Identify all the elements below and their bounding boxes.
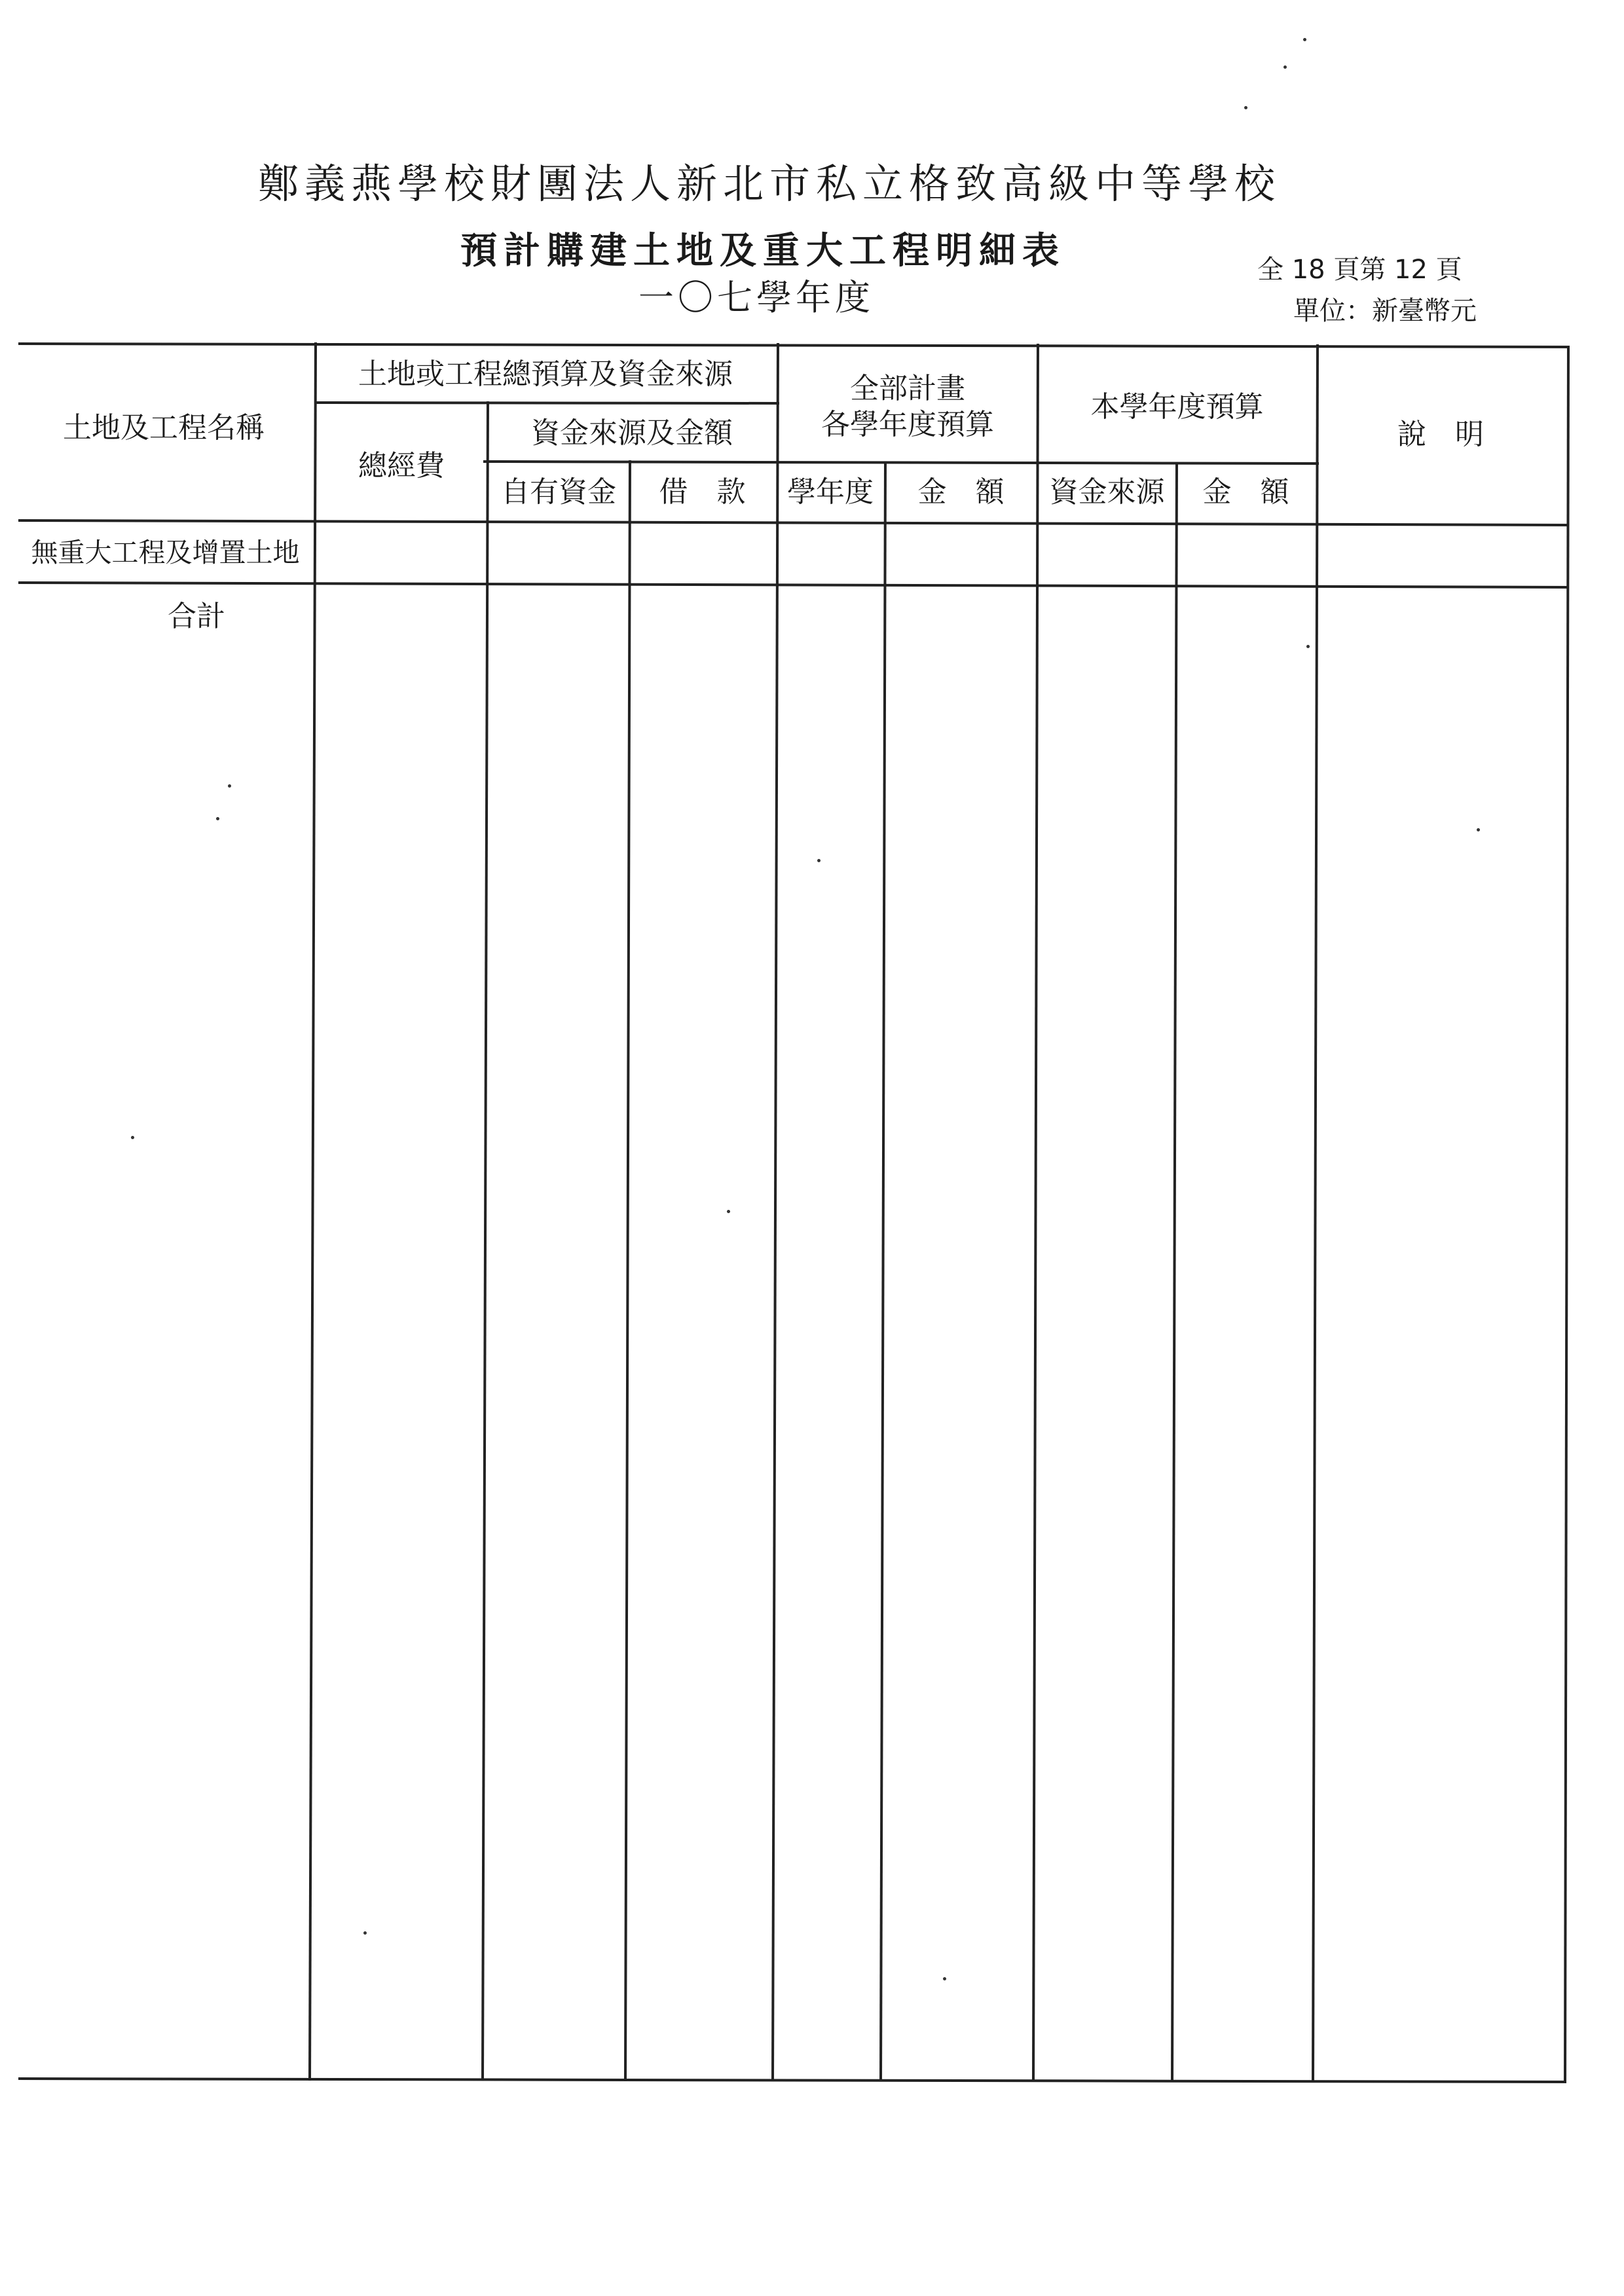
column-header-current-amount: 金 額 bbox=[1202, 475, 1289, 509]
school-year: 一〇七學年度 bbox=[638, 277, 874, 318]
scan-speck bbox=[1306, 645, 1310, 648]
column-header-current-source: 資金來源 bbox=[1049, 475, 1165, 509]
column-header-plan-year: 學年度 bbox=[787, 475, 874, 509]
column-group-plan-line1: 全部計畫 bbox=[850, 372, 965, 405]
scan-speck bbox=[1244, 106, 1247, 109]
column-header-remarks: 說 明 bbox=[1397, 418, 1484, 451]
column-group-total-budget: 土地或工程總預算及資金來源 bbox=[358, 357, 733, 391]
column-header-total-cost: 總經費 bbox=[358, 449, 445, 483]
column-group-current-year: 本學年度預算 bbox=[1090, 390, 1264, 424]
currency-unit: 單位：新臺幣元 bbox=[1293, 296, 1477, 326]
scan-speck bbox=[727, 1210, 730, 1213]
scan-speck bbox=[1303, 38, 1306, 41]
scan-speck bbox=[1283, 65, 1287, 69]
page-info: 全 18 頁第 12 頁 bbox=[1257, 255, 1462, 285]
scan-speck bbox=[131, 1136, 134, 1139]
scan-speck bbox=[817, 859, 821, 862]
scan-speck bbox=[216, 817, 219, 820]
column-header-own-funds: 自有資金 bbox=[501, 475, 616, 509]
scan-speck bbox=[363, 1931, 367, 1935]
form-title: 預計購建土地及重大工程明細表 bbox=[460, 229, 1065, 272]
column-header-plan-amount: 金 額 bbox=[917, 475, 1005, 509]
column-header-name: 土地及工程名稱 bbox=[63, 411, 265, 445]
scan-speck bbox=[943, 1977, 946, 1980]
scan-speck bbox=[1477, 828, 1480, 831]
table-row-name: 無重大工程及增置土地 bbox=[31, 537, 300, 568]
institution-title: 鄭義燕學校財團法人新北市私立格致高級中等學校 bbox=[257, 160, 1281, 208]
column-header-loan: 借 款 bbox=[659, 475, 746, 509]
scan-speck bbox=[228, 784, 231, 788]
column-group-funding: 資金來源及金額 bbox=[531, 416, 733, 450]
column-group-plan-line2: 各學年度預算 bbox=[821, 408, 994, 441]
total-row-label: 合計 bbox=[168, 600, 225, 633]
